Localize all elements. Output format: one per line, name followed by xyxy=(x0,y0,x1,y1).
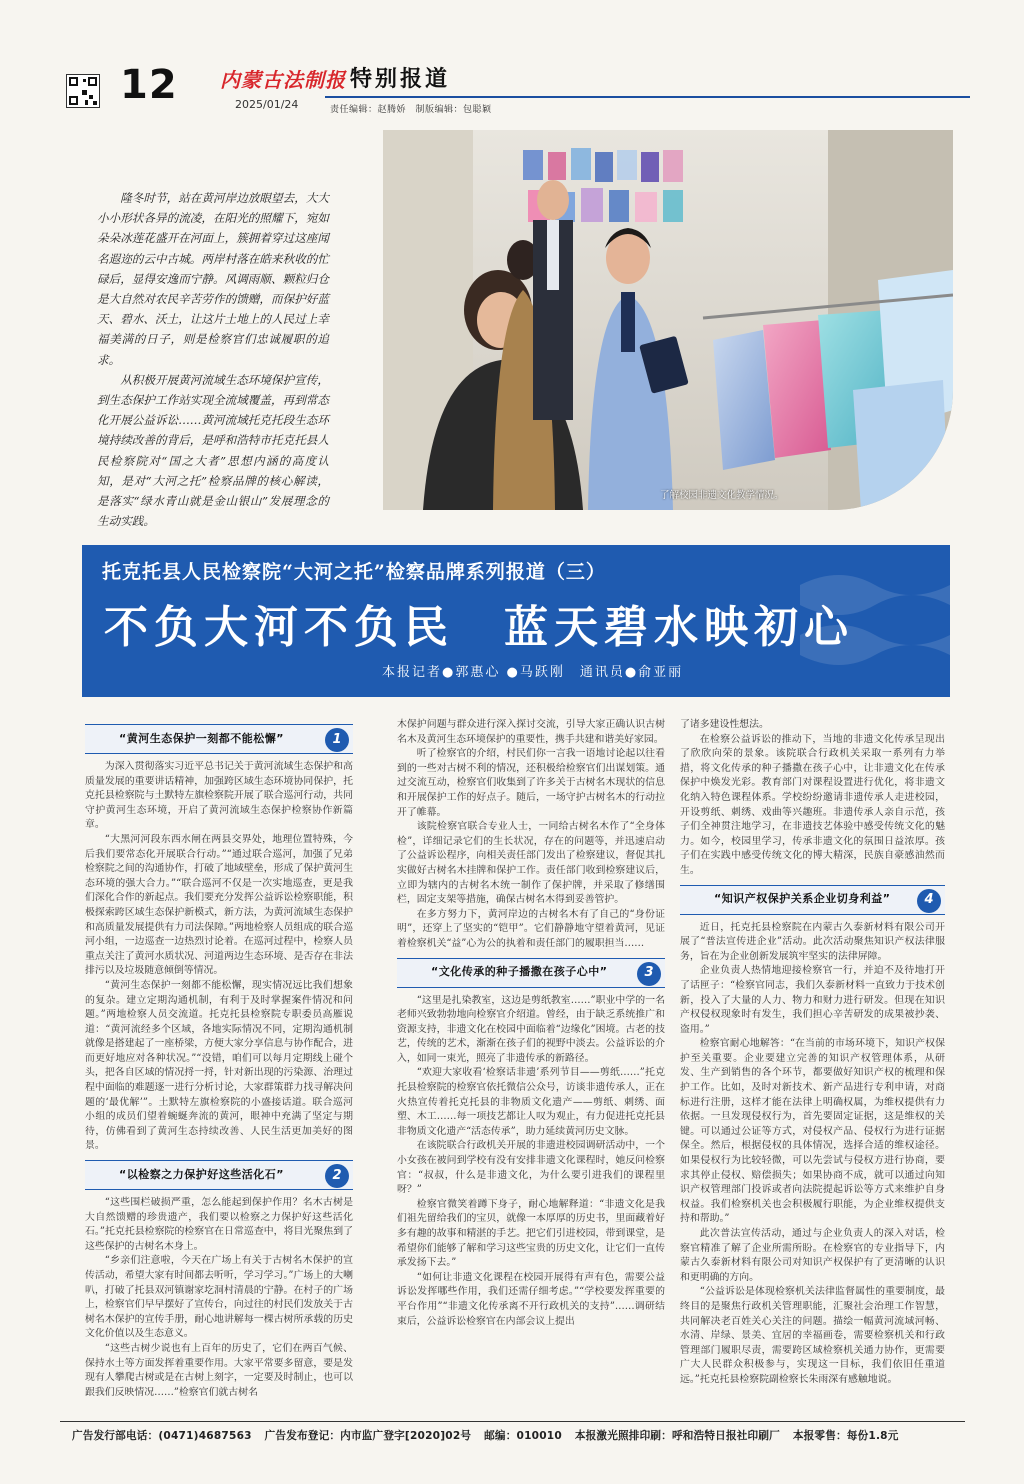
section-heading-text: “黄河生态保护一刻都不能松懈” xyxy=(119,731,284,745)
article-column-1 xyxy=(85,718,353,1400)
body-paragraph: “这些围栏破损严重，怎么能起到保护作用？名木古树是大自然馈赠的珍贵遗产，我们要以检察之力保护好这些活化石。”托克托县检察院的检察官在日常巡查中，将目光聚焦到了这些保护的古树名木身上。 xyxy=(85,1197,353,1252)
body-paragraph: 在该院联合行政机关开展的非遗进校园调研活动中，一个小女孩在被问到学校有没有安排非遗文化课程时，她反问检察官：“叔叔，什么是非遗文化，为什么要引进我们的课程里呀？” xyxy=(397,1140,665,1196)
issue-date: 2025/01/24 xyxy=(235,98,299,111)
section-number-badge: 3 xyxy=(637,962,661,986)
section-heading-text: “文化传承的种子播撒在孩子心中” xyxy=(431,965,608,979)
body-paragraph: 在多方努力下，黄河岸边的古树名木有了自己的“身份证明”，还穿上了坚实的“铠甲”。它们静静地守望着黄河，见证着检察机关“益”心为公的执着和责任部门的履职担当…… xyxy=(397,908,665,949)
section-heading-3 xyxy=(397,958,665,988)
feature-photo xyxy=(383,130,953,510)
body-paragraph: 检察官耐心地解答：“在当前的市场环境下，知识产权保护至关重要。企业要建立完善的知识产权管理体系，从研发、生产到销售的各个环节，都要做好知识产权的梳理和保护工作。比如，及时对新技术、新产品进行专利申请，对商标进行注册，这样才能在法律上明确权属，为维权提供有力依据。一旦发现侵权行为，首先要固定证据，这是维权的关键。可以通过公证等方式，对侵权产品、侵权行为进行证据保全。然后，根据侵权的具体情况，选择合适的维权途径。如果侵权行为比较轻微，可以先尝试与侵权方进行协商，要求其停止侵权、赔偿损失；如果协商不成，就可以通过向知识产权管理部门投诉或者向法院提起诉讼等方式来维护自身权益。我们检察机关也会积极履行职能，为企业维权提供支持和帮助。” xyxy=(680,1038,945,1225)
body-paragraph: 了诸多建设性想法。 xyxy=(680,719,769,730)
body-paragraph: 在检察公益诉讼的推动下，当地的非遗文化传承呈现出了欣欣向荣的景象。该院联合行政机关采取一系列有力举措，将文化传承的种子播撒在孩子心中，让非遗文化在传承保护中焕发光彩。教育部门对课程设置进行优化，将非遗文化纳入特色课程体系。学校纷纷邀请非遗传承人走进校园，开设剪纸、刺绣、戏曲等兴趣班。非遗传承人亲自示范，孩子们全神贯注地学习，在非遗技艺体验中感受传统文化的魅力。如今，校园里学习，传承非遗文化的氛围日益浓厚。孩子们在实践中感受传统文化的博大精深，民族自豪感油然而生。 xyxy=(680,733,945,876)
footer-printer: 本报激光照排印刷：呼和浩特日报社印刷厂 xyxy=(574,1430,780,1442)
section-title: 特别报道 xyxy=(350,66,451,92)
section-number-badge: 1 xyxy=(325,728,349,752)
body-paragraph: 此次普法宣传活动，通过与企业负责人的深入对话，检察官精准了解了企业所需所盼。在检察官的专业指导下，内蒙古久泰新材料有限公司对知识产权保护有了更清晰的认识和更明确的方向。 xyxy=(680,1228,945,1283)
footer-ad-phone: 广告发行部电话：(0471)4687563 xyxy=(72,1430,252,1442)
footer-postcode: 邮编：010010 xyxy=(484,1430,562,1442)
article-column-3 xyxy=(680,718,945,1388)
main-headline: 不负大河不负民 蓝天碧水映初心 xyxy=(104,602,854,653)
section-heading-text: “以检察之力保护好这些活化石” xyxy=(119,1167,284,1181)
photo-caption: 了解校园非遗文化教学情况。 xyxy=(660,490,784,501)
body-paragraph: 检察官微笑着蹲下身子，耐心地解释道：“非遗文化是我们祖先留给我们的宝贝，就像一本厚厚的历史书，里面藏着好多有趣的故事和精湛的手艺。把它们引进校园，带到课堂，是希望你们能够了解和学习这些宝贵的历史文化，让它们一直传承发扬下去。” xyxy=(397,1198,665,1269)
body-paragraph: “黄河生态保护一刻都不能松懈，现实情况远比我们想象的复杂。建立定期沟通机制，有利于及时掌握案件情况和问题。”两地检察人员交流道。托克托县检察院专职委员高雁说道：“黄河流经多个区域，各地实际情况不同，定期沟通机制就像是搭建起了一座桥梁，方便大家分享信息与协作配合，进而更好地应对各种状况。”“没错，咱们可以每月定期线上碰个头，把各自区域的情况捋一捋，针对新出现的污染源、治理过程中面临的难题逐一进行分析讨论，大家群策群力找寻解决问题的‘最优解’”。土默特左旗检察院的小盛接话道。联合巡河小组的成员们望着蜿蜒奔流的黄河，眼神中充满了坚定与期待，仿佛看到了黄河生态持续改善、人民生活更加美好的图景。 xyxy=(85,979,353,1152)
section-number-badge: 4 xyxy=(917,889,941,913)
body-paragraph: “欢迎大家收看‘检察话非遗’系列节目——剪纸……”托克托县检察院的检察官依托微信公众号，访谈非遗传承人，正在火热宣传着托克托县的非物质文化遗产——剪纸、刺绣、面塑、木工……每一项技艺都让人叹为观止，有力促进托克托县非物质文化遗产“活态传承”，助力延续黄河历史文脉。 xyxy=(397,1067,665,1137)
body-paragraph: “大黑河河段东西水闸在两县交界处，地理位置特殊，今后我们要常态化开展联合行动。”“通过联合巡河，加强了兄弟检察院之间的沟通协作，打破了地域壁垒，形成了保护黄河生态环境的强大合力。”“联合巡河不仅是一次实地巡查，更是我们深化合作的新起点。我们要充分发挥公益诉讼检察职能，积极探索跨区域生态保护新模式，新方法，为黄河流域生态保护和高质量发展提供有力司法保障。”两地检察人员组成的联合巡河小组，一边巡查一边热烈讨论着。在巡河过程中，检察人员重点关注了黄河水质状况、河道两边生态环境、是否存在非法排污以及垃圾随意倾倒等情况。 xyxy=(85,833,353,977)
intro-paragraph: 隆冬时节，站在黄河岸边放眼望去，大大小小形状各异的流凌，在阳光的照耀下，宛如朵朵冰莲花盛开在河面上，簇拥着穿过这座闻名遐迩的云中古城。两岸村落在皓来秋收的忙碌后，显得安逸而宁静。风调雨顺、颗粒归仓是大自然对农民辛苦劳作的馈赠，而保护好蓝天、碧水、沃土，让这片土地上的人民过上幸福美满的日子，则是检察官们忠诚履职的追求。 xyxy=(97,191,329,367)
section-heading-1 xyxy=(85,724,353,754)
masthead xyxy=(60,58,970,120)
byline: 本报记者●郭惠心 ●马跃刚 通讯员●俞亚丽 xyxy=(382,665,684,680)
footer-ad-license: 广告发布登记：内市监广登字[2020]02号 xyxy=(264,1430,472,1442)
section-heading-4 xyxy=(680,885,945,915)
body-paragraph: 近日，托克托县检察院在内蒙古久泰新材料有限公司开展了“普法宣传进企业”活动。此次活动聚焦知识产权法律服务，旨在为企业创新发展筑牢坚实的法律屏障。 xyxy=(680,921,945,962)
headline-banner xyxy=(82,545,950,697)
newspaper-logo: 内蒙古法制报 xyxy=(220,68,346,92)
body-paragraph: “如何让非遗文化课程在校园开展得有声有色，需要公益诉讼发挥哪些作用，我们还需仔细考虑。”“学校要发挥重要的平台作用”“非遗文化传承离不开行政机关的支持”……调研结束后，公益诉讼检察官在内部会议上提出 xyxy=(397,1271,665,1327)
page-number: 12 xyxy=(120,62,178,108)
series-title: 托克托县人民检察院“大河之托”检察品牌系列报道（三） xyxy=(102,561,606,583)
body-paragraph: 听了检察官的介绍，村民们你一言我一语地讨论起以往看到的一些对古树不利的情况，还积极给检察官们出谋划策。通过交流互动，检察官们收集到了许多关于古树名木现状的信息和开展保护工作的好点子。随后，一场守护古树名木的行动拉开了帷幕。 xyxy=(397,748,665,818)
body-paragraph: 企业负责人热情地迎接检察官一行，并迫不及待地打开了话匣子：“检察官同志，我们久泰新材料一直致力于技术创新，投入了大量的人力、物力和财力进行研发。但现在知识产权侵权现象时有发生，我们担心辛苦研发的成果被抄袭、盗用。” xyxy=(680,965,945,1035)
body-paragraph: 为深入贯彻落实习近平总书记关于黄河流域生态保护和高质量发展的重要讲话精神，加强跨区域生态环境协同保护，托克托县检察院与土默特左旗检察院开展了联合巡河行动，共同守护黄河生态环境，开启了黄河流域生态保护检察协作新篇章。 xyxy=(85,761,353,831)
footer-rule xyxy=(60,1421,965,1422)
body-paragraph: “公益诉讼是体现检察机关法律监督属性的重要制度，最终目的是聚焦行政机关管理职能，汇聚社会治理工作智慧，共同解决老百姓关心关注的问题。描绘一幅黄河流域河畅、水清、岸绿、景美、宜居的幸福画卷，需要检察机关和行政管理部门履职尽责，需要跨区域检察机关通力协作，更需要广大人民群众积极参与，实现这一目标，我们依旧任重道远。”托克托县检察院副检察长朱雨深有感触地说。 xyxy=(680,1286,945,1385)
footer-price: 本报零售：每份1.8元 xyxy=(792,1430,899,1442)
masthead-rule xyxy=(325,96,970,98)
section-heading-2 xyxy=(85,1160,353,1190)
body-paragraph: “这里是扎染教室，这边是剪纸教室……”职业中学的一名老师兴致勃勃地向检察官介绍道。曾经，由于缺乏系统推广和资源支持，非遗文化在校园中面临着“边缘化”困境。古老的技艺，传统的艺术，渐渐在孩子们的视野中淡去。公益诉讼的介入，如同一束光，照亮了非遗传承的新路径。 xyxy=(397,994,665,1064)
editors-line: 责任编辑：赵腾娇 制版编辑：包聪颖 xyxy=(330,105,492,115)
intro-paragraph: 从积极开展黄河流域生态环境保护宣传，到生态保护工作站实现全流域覆盖，再到常态化开展公益诉讼……黄河流域托克托段生态环境持续改善的背后，是呼和浩特市托克托县人民检察院对“国之大者”思想内涵的高度认知，是对“大河之托”检察品牌的核心解读，是落实“绿水青山就是金山银山”发展理念的生动实践。 xyxy=(97,372,329,529)
body-paragraph: “这些古树少说也有上百年的历史了，它们在两百气候、保持水土等方面发挥着重要作用。大家平常要多留意，要是发现有人攀爬古树或是在古树上刻字，一定要及时制止，也可以跟我们反映情况……”检察官们就古树名 xyxy=(85,1342,353,1398)
body-paragraph: 该院检察官联合专业人士，一同给古树名木作了“全身体检”，详细记录它们的生长状况，存在的问题等，并迅速启动了公益诉讼程序，向相关责任部门发出了检察建议，督促其扎实做好古树名木挂牌和保护工作。责任部门收到检察建议后，立即为辖内的古树名木统一制作了保护牌，并采取了修缮围栏，固定支架等措施，确保古树名木得到妥善管护。 xyxy=(397,821,665,906)
section-heading-text: “知识产权保护关系企业切身利益” xyxy=(714,892,891,906)
body-paragraph: “乡亲们注意啦，今天在广场上有关于古树名木保护的宣传活动，希望大家有时间都去听听，学习学习。”广场上的大喇叭，打破了托县双河镇谢家圪洞村清晨的宁静。在村子的广场上，检察官们早早摆好了宣传台，向过往的村民们发放关于古树名木保护的宣传手册，耐心地讲解每一棵古树所承载的历史文化价值以及生态意义。 xyxy=(85,1255,353,1340)
body-paragraph: 木保护问题与群众进行深入探讨交流，引导大家正确认识古树名木及黄河生态环境保护的重要性，携手共建和谐美好家园。 xyxy=(397,719,665,745)
section-number-badge: 2 xyxy=(325,1164,349,1188)
footer-bar xyxy=(72,1428,908,1443)
qr-code-icon[interactable] xyxy=(66,74,100,108)
article-column-2 xyxy=(397,718,665,1329)
intro-text xyxy=(97,188,329,531)
